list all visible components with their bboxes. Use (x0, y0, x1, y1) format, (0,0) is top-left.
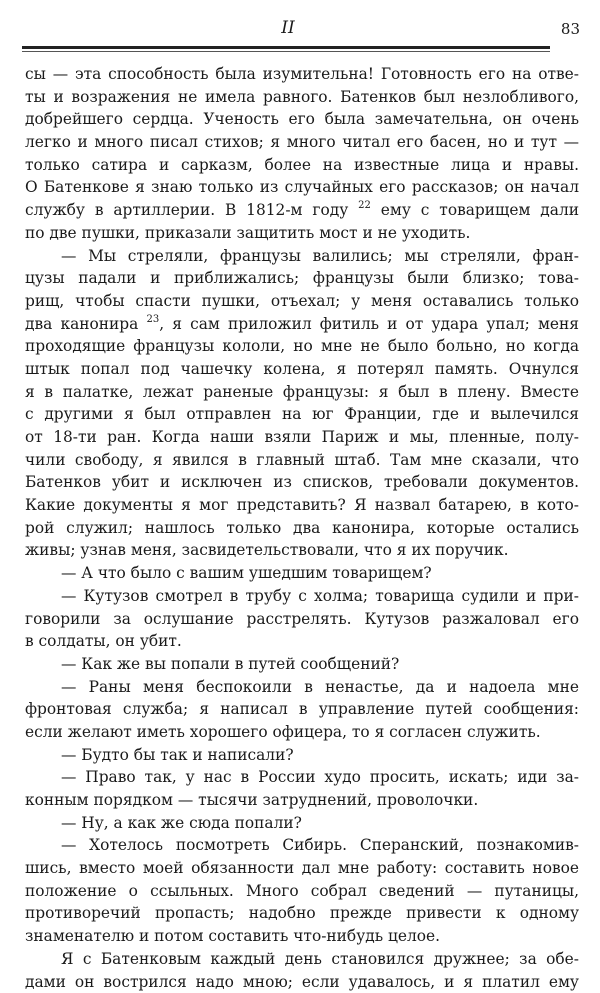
line-text: службу в артиллерии. В 1812-м году (25, 201, 348, 219)
line-text: — Будто бы так и написали? (61, 746, 294, 764)
line-text: штык попал под чашечку колена, я потерял память. Очнулся (25, 360, 579, 378)
line-text: если желают иметь хорошего офицера, то я согласен служить. (25, 723, 541, 741)
line-text: — Хотелось посмотреть Сибирь. Сперанский, познакомив- (61, 836, 579, 854)
text-line (25, 426, 579, 449)
text-line (25, 176, 579, 199)
line-text: Какие документы я мог представить? Я назвал батарею, в кото- (25, 496, 579, 514)
text-line (25, 902, 579, 925)
line-text: два канонира (25, 315, 138, 333)
text-line (25, 381, 579, 404)
line-text: Батенков убит и исключен из списков, требовали документов. (25, 473, 579, 491)
text-line (25, 199, 579, 222)
line-text: я в палатке, лежат раненые французы: я был в плену. Вместе (25, 383, 579, 401)
text-line (25, 86, 579, 109)
text-line (25, 131, 579, 154)
text-line (25, 267, 579, 290)
text-line (25, 721, 579, 744)
footnote-ref: 23 (146, 314, 159, 325)
text-line (25, 245, 579, 268)
footnote-ref: 22 (358, 200, 371, 211)
page-number: 83 (548, 20, 580, 38)
text-line (25, 222, 579, 245)
text-line (25, 539, 579, 562)
page-body-text (25, 63, 579, 993)
line-text: по две пушки, приказали защитить мост и не уходить. (25, 224, 470, 242)
text-line (25, 108, 579, 131)
text-line (25, 494, 579, 517)
line-text: от 18-ти ран. Когда наши взяли Париж и мы, пленные, полу- (25, 428, 579, 446)
text-line (25, 812, 579, 835)
line-text: , я сам приложил фитиль и от удара упал; меня (159, 315, 579, 333)
line-text: положение о ссыльных. Много собрал сведений — путаницы, (25, 882, 579, 900)
line-text: легко и много писал стихов; я много читал его басен, но и тут — (25, 133, 579, 151)
text-line (25, 562, 579, 585)
text-line (25, 630, 579, 653)
text-line (25, 789, 579, 812)
line-text: с другими я был отправлен на юг Франции, где и вылечился (25, 405, 579, 423)
text-line (25, 471, 579, 494)
text-line (25, 766, 579, 789)
text-line (25, 358, 579, 381)
line-text: — Мы стреляли, французы валились; мы стреляли, фран- (61, 247, 579, 265)
text-line (25, 698, 579, 721)
line-text: — Ну, а как же сюда попали? (61, 814, 302, 832)
section-title: II (270, 18, 306, 38)
text-line (25, 948, 579, 971)
line-text: шись, вместо моей обязанности дал мне работу: составить новое (25, 859, 579, 877)
line-text: конным порядком — тысячи затруднений, проволочки. (25, 791, 478, 809)
text-line (25, 449, 579, 472)
text-line (25, 585, 579, 608)
text-line (25, 154, 579, 177)
line-text: противоречий пропасть; надобно прежде привести к одному (25, 904, 579, 922)
line-text: О Батенкове я знаю только из случайных его рассказов; он начал (25, 178, 579, 196)
text-line (25, 676, 579, 699)
line-text: — Раны меня беспокоили в ненастье, да и надоела мне (61, 678, 579, 696)
header-rule (22, 46, 550, 49)
line-text: фронтовая служба; я написал в управление путей сообщения: (25, 700, 579, 718)
line-text: живы; узнав меня, засвидетельствовали, что я их поручик. (25, 541, 509, 559)
text-line (25, 63, 579, 86)
text-line (25, 744, 579, 767)
text-line (25, 403, 579, 426)
line-text: говорили за ослушание расстрелять. Кутузов разжаловал его (25, 610, 579, 628)
line-text: цузы падали и приближались; французы были близко; това- (25, 269, 579, 287)
text-line (25, 857, 579, 880)
text-line (25, 517, 579, 540)
line-text: — А что было с вашим ушедшим товарищем? (61, 564, 432, 582)
line-text: рищ, чтобы спасти пушки, отъехал; у меня оставались только (25, 292, 579, 310)
line-text: — Как же вы попали в путей сообщений? (61, 655, 399, 673)
text-line (25, 653, 579, 676)
text-line (25, 608, 579, 631)
line-text: ему с товарищем дали (371, 201, 579, 219)
text-line (25, 313, 579, 336)
line-text: ты и возражения не имела равного. Батенков был незлобливого, (25, 88, 579, 106)
line-text: — Право так, у нас в России худо просить, искать; иди за- (61, 768, 579, 786)
text-line (25, 971, 579, 993)
text-line (25, 880, 579, 903)
line-text: только сатира и сарказм, более на известные лица и нравы. (25, 156, 579, 174)
text-line (25, 925, 579, 948)
line-text: знаменателю и потом составить что-нибудь целое. (25, 927, 440, 945)
line-text: Я с Батенковым каждый день становился дружнее; за обе- (61, 950, 579, 968)
text-line (25, 834, 579, 857)
line-text: проходящие французы кололи, но мне не было больно, но когда (25, 337, 579, 355)
text-line (25, 290, 579, 313)
line-text: добрейшего сердца. Ученость его была замечательна, он очень (25, 110, 579, 128)
text-line (25, 335, 579, 358)
line-text: чили свободу, я явился в главный штаб. Там мне сказали, что (25, 451, 579, 469)
line-text: в солдаты, он убит. (25, 632, 182, 650)
line-text: рой служил; нашлось только два канонира, которые остались (25, 519, 579, 537)
line-text: дами он вострился надо мною; если удавалось, и я платил ему (25, 973, 579, 991)
line-text: — Кутузов смотрел в трубу с холма; товарища судили и при- (61, 587, 579, 605)
header-rule-thin (22, 51, 550, 52)
line-text: сы — эта способность была изумительна! Готовность его на отве- (25, 65, 579, 83)
